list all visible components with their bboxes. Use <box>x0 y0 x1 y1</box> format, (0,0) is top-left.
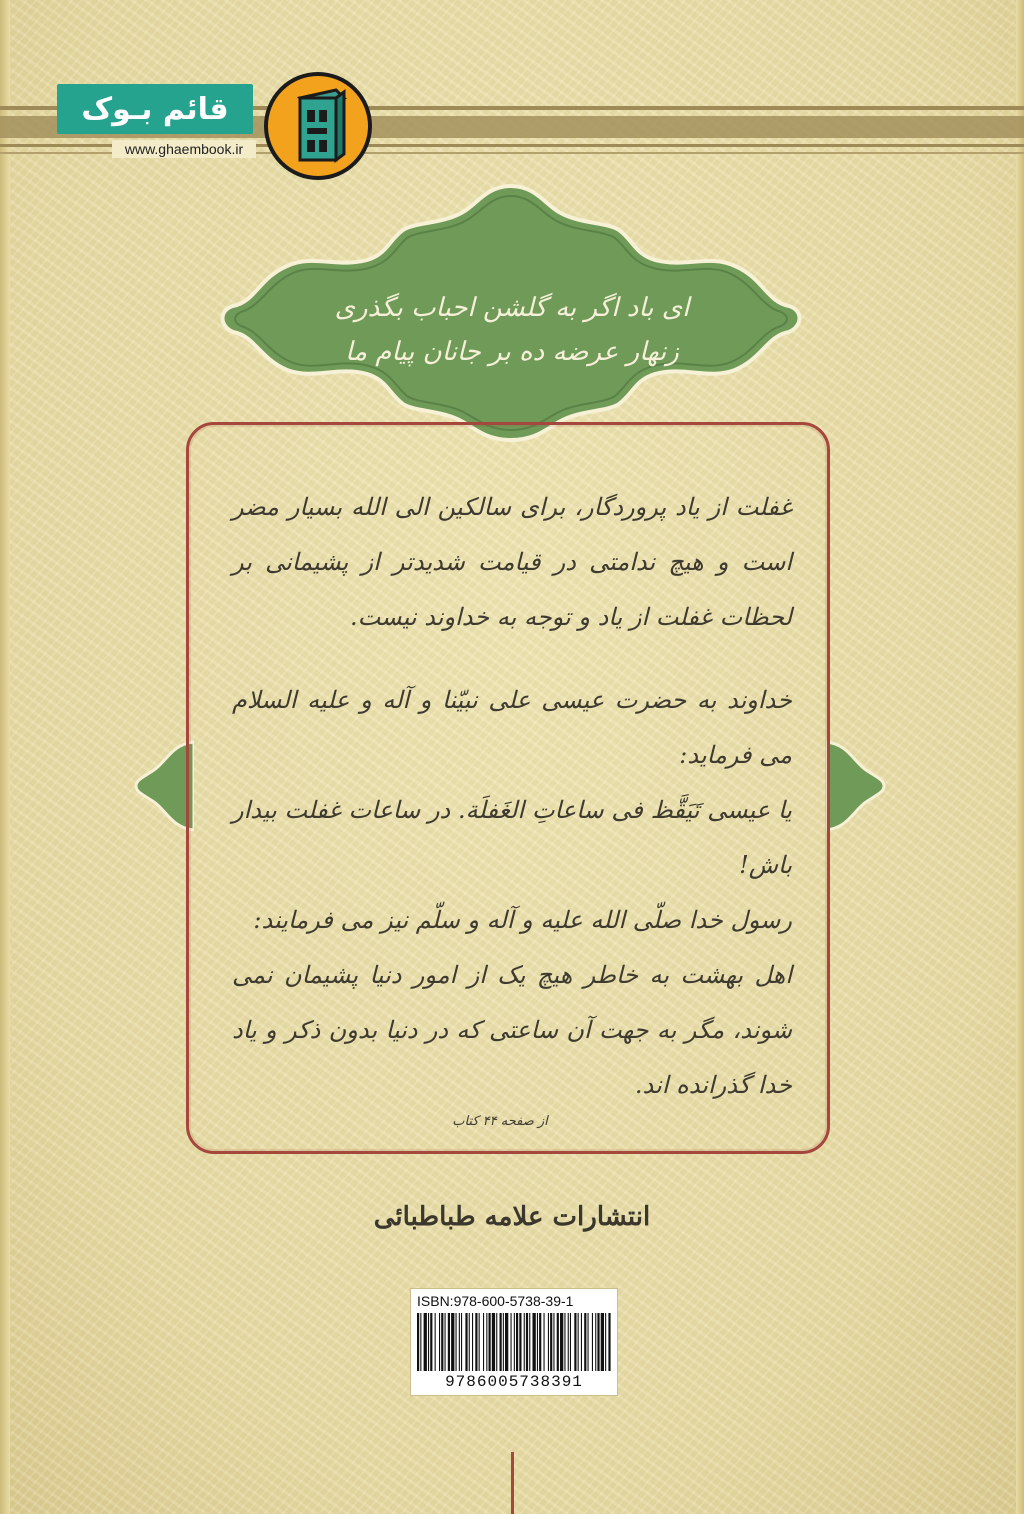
ghaembook-book-icon <box>262 70 374 182</box>
barcode-bar <box>605 1313 606 1371</box>
barcode-bar <box>560 1313 563 1371</box>
poem-verse <box>250 286 774 374</box>
barcode-bar <box>417 1313 419 1371</box>
barcode-digits: 9786005738391 <box>445 1373 583 1391</box>
barcode-bar <box>435 1313 436 1371</box>
barcode-bar <box>461 1313 462 1371</box>
left-side-ornament <box>132 734 194 838</box>
barcode-bar <box>557 1313 559 1371</box>
barcode-bar <box>548 1313 549 1371</box>
barcode-bar <box>451 1313 454 1371</box>
barcode-bar <box>496 1313 497 1371</box>
poem-line-2: زنهار عرضه ده بر جانان پیام ما <box>345 337 679 367</box>
barcode-bar <box>445 1313 446 1371</box>
isbn-barcode <box>410 1288 618 1396</box>
barcode-bar <box>588 1313 589 1371</box>
barcode-bar <box>503 1313 504 1371</box>
barcode-bar <box>456 1313 457 1371</box>
barcode-bar <box>601 1313 604 1371</box>
bottom-ornament-stem <box>511 1452 514 1514</box>
barcode-bar <box>564 1313 565 1371</box>
barcode-bars <box>417 1313 611 1371</box>
barcode-bar <box>486 1313 487 1371</box>
barcode-bar <box>578 1313 579 1371</box>
barcode-bar <box>544 1313 545 1371</box>
publisher-name: انتشارات علامه طباطبائی <box>373 1202 651 1232</box>
barcode-bar <box>479 1313 480 1371</box>
barcode-bar <box>581 1313 582 1371</box>
barcode-bar <box>469 1313 470 1371</box>
barcode-bar <box>539 1313 541 1371</box>
quote-paragraph-5: اهل بهشت به خاطر هیچ یک از امور دنیا پشیمان نمی شوند، مگر به جهت آن ساعتی که در دنیا بدون ذکر و یاد خدا گذرانده اند. <box>232 961 792 1099</box>
barcode-bar <box>441 1313 443 1371</box>
barcode-bar <box>511 1313 512 1371</box>
barcode-bar <box>568 1313 569 1371</box>
barcode-bar <box>430 1313 432 1371</box>
poem-line-1: ای باد اگر به گلشن احباب بگذری <box>334 293 690 323</box>
ghaembook-logo-text: قائم بـوک <box>57 84 253 134</box>
barcode-bar <box>516 1313 518 1371</box>
barcode-bar <box>533 1313 536 1371</box>
barcode-bar <box>570 1313 571 1371</box>
barcode-bar <box>537 1313 538 1371</box>
barcode-bar <box>459 1313 460 1371</box>
barcode-bar <box>428 1313 429 1371</box>
barcode-bar <box>526 1313 528 1371</box>
isbn-label: ISBN:978-600-5738-39-1 <box>417 1293 574 1309</box>
barcode-bar <box>584 1313 586 1371</box>
quote-source: از صفحه ۴۴ کتاب <box>452 1114 548 1129</box>
cover-left-edge <box>0 0 10 1514</box>
cover-right-edge <box>1016 0 1024 1514</box>
barcode-bar <box>483 1313 484 1371</box>
barcode-bar <box>505 1313 508 1371</box>
barcode-bar <box>529 1313 530 1371</box>
barcode-bar <box>465 1313 467 1371</box>
barcode-bar <box>424 1313 427 1371</box>
quote-text <box>232 480 792 1113</box>
quote-paragraph-2: خداوند به حضرت عیسی علی نبیّنا و آله و علیه السلام می فرماید: <box>232 686 792 769</box>
barcode-bar <box>608 1313 610 1371</box>
barcode-bar <box>489 1313 491 1371</box>
quote-paragraph-3: یا عیسی تَیَقَّظ فی ساعاتِ الغَفلَة. در ساعات غفلت بیدار باش! <box>232 796 792 879</box>
barcode-bar <box>472 1313 473 1371</box>
ghaembook-url: www.ghaembook.ir <box>112 140 256 158</box>
barcode-bar <box>524 1313 525 1371</box>
barcode-bar <box>514 1313 515 1371</box>
barcode-bar <box>492 1313 495 1371</box>
right-side-ornament <box>826 734 888 838</box>
barcode-bar <box>420 1313 421 1371</box>
quote-paragraph-1: غفلت از یاد پروردگار، برای سالکین الی الله بسیار مضر است و هیچ ندامتی در قیامت شدیدتر از پشیمانی بر لحظات غفلت از یاد و توجه به خداوند نیست. <box>232 493 793 631</box>
barcode-bar <box>597 1313 599 1371</box>
barcode-bar <box>500 1313 502 1371</box>
quote-paragraph-4: رسول خدا صلّی الله علیه و آله و سلّم نیز می فرمایند: <box>253 906 792 934</box>
barcode-bar <box>553 1313 554 1371</box>
barcode-bar <box>475 1313 477 1371</box>
barcode-bar <box>595 1313 596 1371</box>
barcode-bar <box>574 1313 576 1371</box>
barcode-bar <box>448 1313 450 1371</box>
barcode-bar <box>550 1313 552 1371</box>
barcode-bar <box>439 1313 440 1371</box>
barcode-bar <box>519 1313 521 1371</box>
barcode-bar <box>592 1313 593 1371</box>
